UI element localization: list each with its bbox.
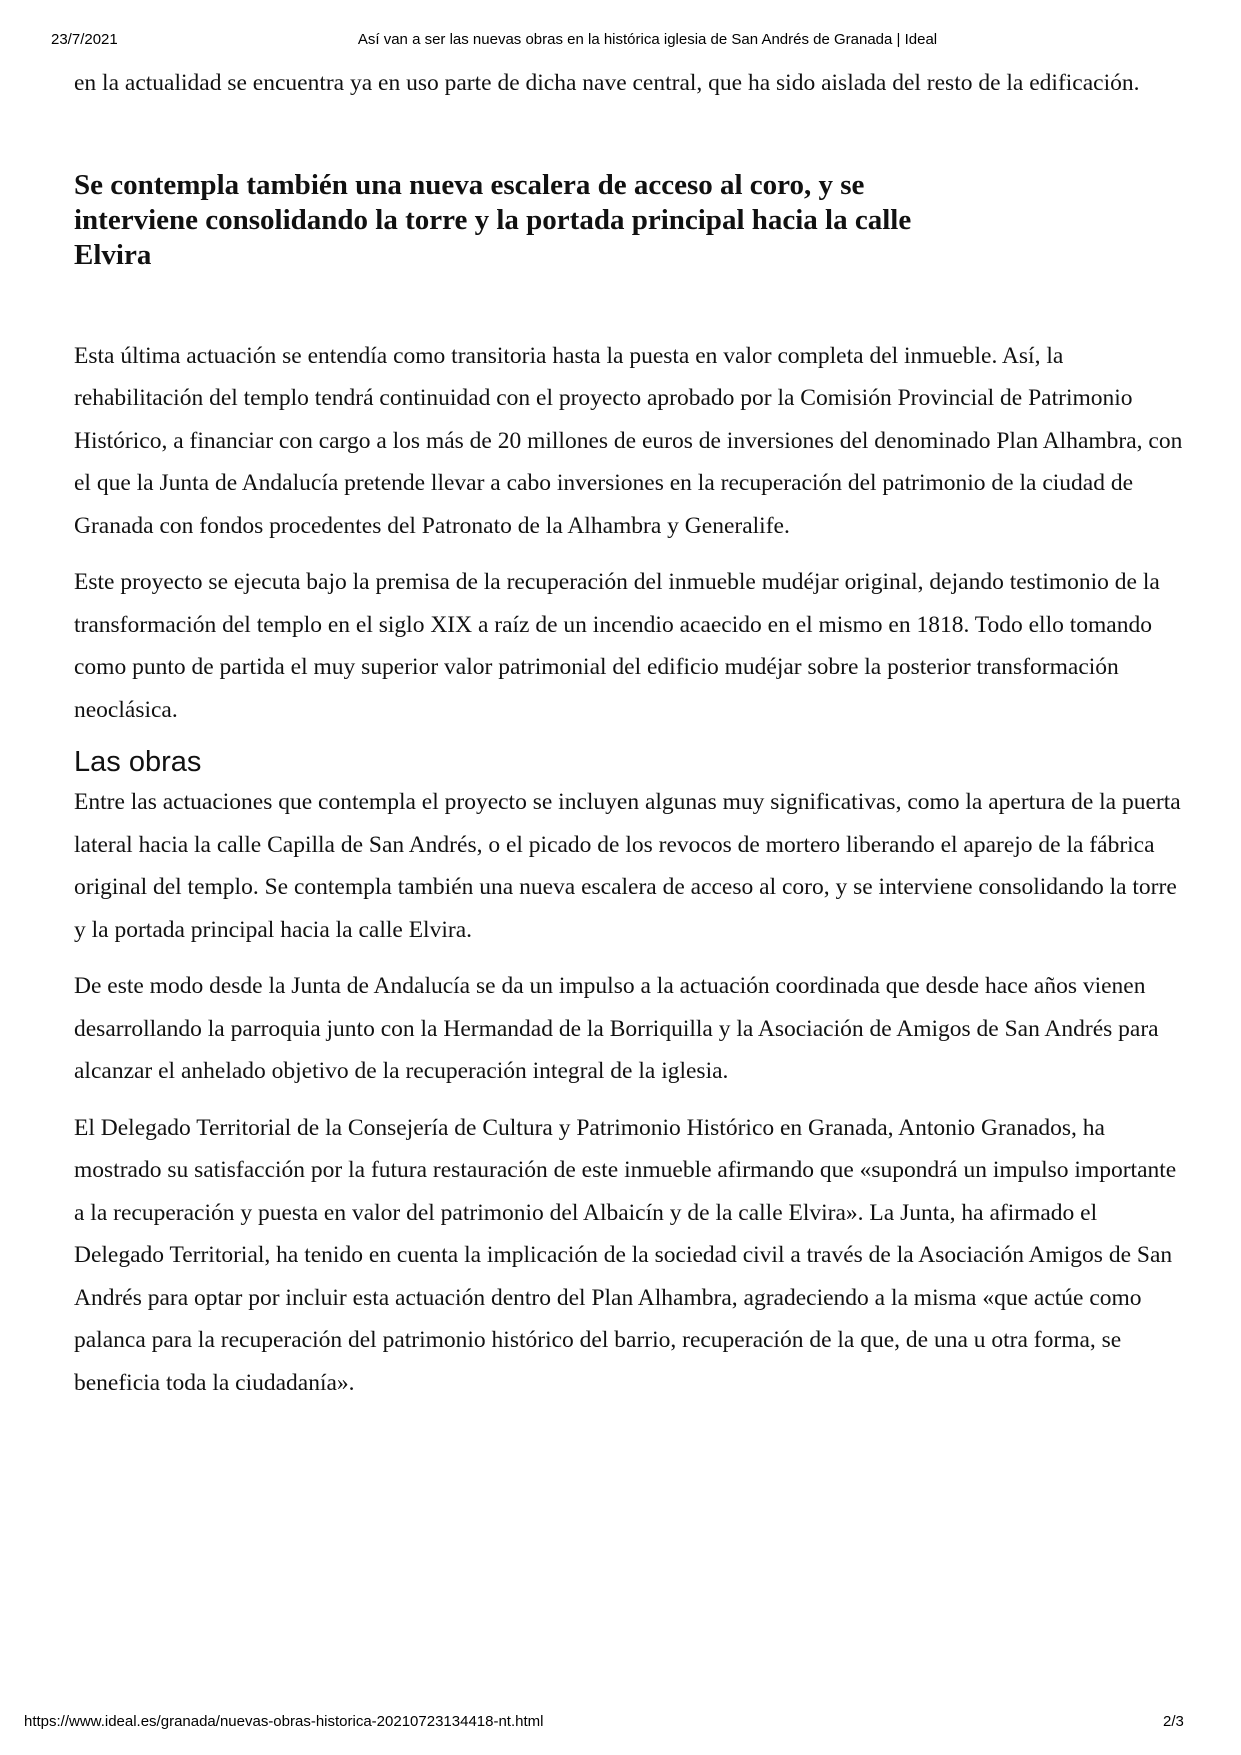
page-number: 2/3 (1163, 1713, 1184, 1730)
lead-paragraph: en la actualidad se encuentra ya en uso parte de dicha nave central, que ha sido aislada del resto de la edificación. (74, 70, 1140, 96)
article-paragraph: Este proyecto se ejecuta bajo la premisa de la recuperación del inmueble mudéjar original, dejando testimonio de la transformación del templo en el siglo XIX a raíz de un incendio acaecido en el mismo en 1818. Todo ello tomando como punto de partida el muy superior valor patrimonial del edificio mudéjar sobre la posterior transformación neoclásica. (74, 569, 1160, 723)
page-url-link[interactable]: https://www.ideal.es/granada/nuevas-obras-historica-20210723134418-nt.html (24, 1713, 544, 1730)
article-paragraph: Entre las actuaciones que contempla el proyecto se incluyen algunas muy significativas, como la apertura de la puerta lateral hacia la calle Capilla de San Andrés, o el picado de los revocos de mortero liberando el aparejo de la fábrica original del templo. Se contempla también una nueva escalera de acceso al coro, y se interviene consolidando la torre y la portada principal hacia la calle Elvira. (74, 789, 1181, 943)
highlight-quote: Se contempla también una nueva escalera de acceso al coro, y se interviene consolidando la torre y la portada principal hacia la calle Elvira (74, 168, 912, 271)
section-title: Las obras (74, 746, 202, 778)
print-date: 23/7/2021 (51, 31, 118, 48)
print-footer (0, 1713, 1241, 1733)
article-paragraph: El Delegado Territorial de la Consejería de Cultura y Patrimonio Histórico en Granada, Antonio Granados, ha mostrado su satisfacción por la futura restauración de este inmueble afirmando que «supondrá un impulso importante a la recuperación y puesta en valor del patrimonio del Albaicín y de la calle Elvira». La Junta, ha afirmado el Delegado Territorial, ha tenido en cuenta la implicación de la sociedad civil a través de la Asociación Amigos de San Andrés para optar por incluir esta actuación dentro del Plan Alhambra, agradeciendo a la misma «que actúe como palanca para la recuperación del patrimonio histórico del barrio, recuperación de la que, de una u otra forma, se beneficia toda la ciudadanía». (74, 1114, 1177, 1396)
print-page-title: Así van a ser las nuevas obras en la histórica iglesia de San Andrés de Granada | Ideal (357, 31, 938, 48)
print-header (0, 31, 1241, 51)
article-paragraph: De este modo desde la Junta de Andalucía se da un impulso a la actuación coordinada que desde hace años vienen desarrollando la parroquia junto con la Hermandad de la Borriquilla y la Asociación de Amigos de San Andrés para alcanzar el anhelado objetivo de la recuperación integral de la iglesia. (74, 973, 1159, 1084)
article-paragraph: Esta última actuación se entendía como transitoria hasta la puesta en valor completa del inmueble. Así, la rehabilitación del templo tendrá continuidad con el proyecto aprobado por la Comisión Provincial de Patrimonio Histórico, a financiar con cargo a los más de 20 millones de euros de inversiones del denominado Plan Alhambra, con el que la Junta de Andalucía pretende llevar a cabo inversiones en la recuperación del patrimonio de la ciudad de Granada con fondos procedentes del Patronato de la Alhambra y Generalife. (74, 342, 1183, 539)
article-body (74, 62, 1184, 1404)
